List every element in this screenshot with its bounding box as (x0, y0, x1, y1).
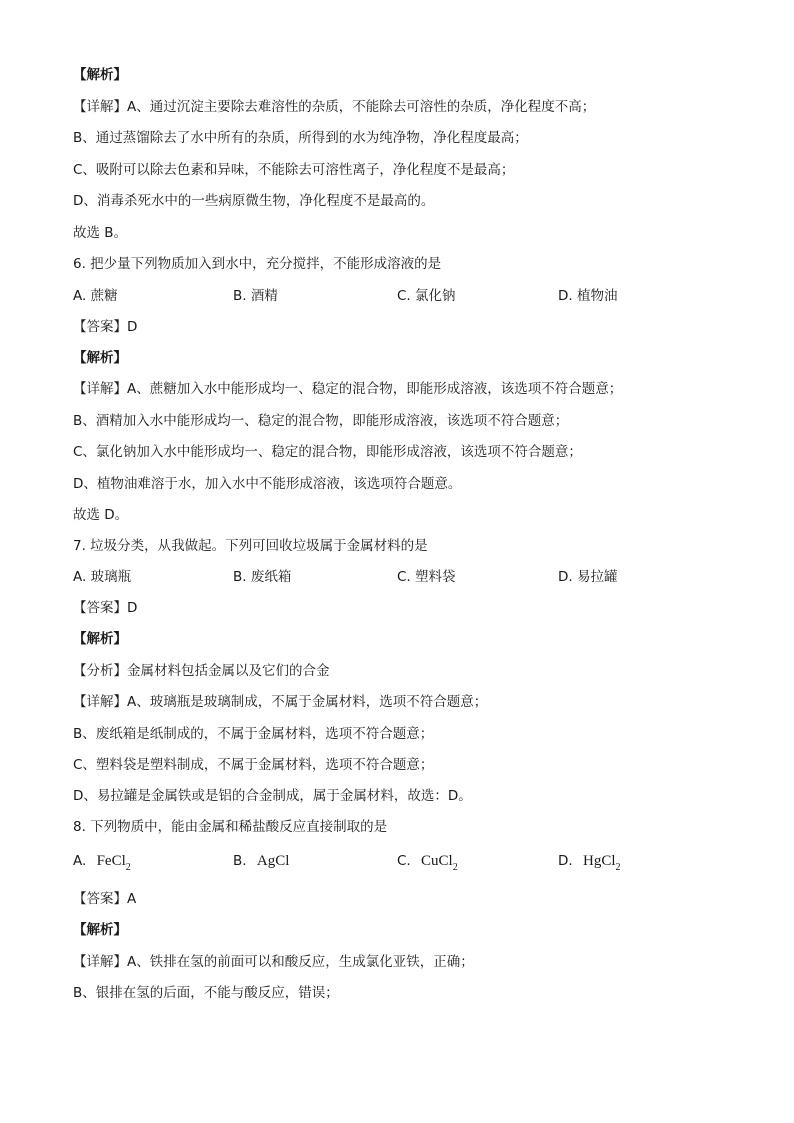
question-7-option-b: B. 废纸箱 (233, 569, 292, 585)
question-7-analysis: 【分析】金属材料包括金属以及它们的合金 (73, 663, 330, 679)
question-6-explanation-c: C、氯化钠加入水中能形成均一、稳定的混合物，即能形成溶液，该选项不符合题意； (73, 444, 582, 460)
question-8-option-d (558, 852, 621, 872)
question-6-choose: 故选 D。 (73, 507, 129, 523)
question-6-explanation-d: D、植物油难溶于水，加入水中不能形成溶液，该选项符合题意。 (73, 476, 462, 492)
question-7-answer: 【答案】D (73, 600, 138, 616)
question-6-option-b: B. 酒精 (233, 288, 278, 304)
formula-subscript: 2 (125, 862, 131, 873)
question-7-explanation-d: D、易拉罐是金属铁或是铝的合金制成，属于金属材料，故选：D。 (73, 788, 472, 804)
question-6-detail: 【详解】A、蔗糖加入水中能形成均一、稳定的混合物，即能形成溶液，该选项不符合题意； (73, 381, 623, 397)
analysis-heading: 【解析】 (73, 67, 127, 83)
question-8-explanation-b: B、银排在氢的后面，不能与酸反应，错误； (73, 985, 339, 1001)
chemical-formula: CuCl (421, 853, 453, 869)
question-7-analysis-heading: 【解析】 (73, 631, 127, 647)
question-7-explanation-c: C、塑料袋是塑料制成，不属于金属材料，选项不符合题意； (73, 757, 434, 773)
question-8-option-a (73, 852, 131, 872)
chemical-formula: FeCl (96, 853, 126, 869)
detail-line: 【详解】A、通过沉淀主要除去难溶性的杂质，不能除去可溶性的杂质，净化程度不高； (73, 99, 596, 115)
formula-subscript: 2 (452, 862, 458, 873)
question-7-stem: 7. 垃圾分类，从我做起。下列可回收垃圾属于金属材料的是 (73, 538, 428, 554)
choose-line: 故选 B。 (73, 225, 128, 241)
question-6-explanation-b: B、酒精加入水中能形成均一、稳定的混合物，即能形成溶液，该选项不符合题意； (73, 413, 569, 429)
explanation-line-b: B、通过蒸馏除去了水中所有的杂质，所得到的水为纯净物，净化程度最高； (73, 130, 528, 146)
explanation-line-d: D、消毒杀死水中的一些病原微生物，净化程度不是最高的。 (73, 193, 435, 209)
question-8-analysis-heading: 【解析】 (73, 922, 127, 938)
question-7-explanation-b: B、废纸箱是纸制成的，不属于金属材料，选项不符合题意； (73, 726, 434, 742)
question-8-detail: 【详解】A、铁排在氢的前面可以和酸反应，生成氯化亚铁，正确； (73, 954, 474, 970)
question-6-option-d: D. 植物油 (558, 288, 618, 304)
question-7-detail: 【详解】A、玻璃瓶是玻璃制成，不属于金属材料，选项不符合题意； (73, 694, 488, 710)
explanation-line-c: C、吸附可以除去色素和异味，不能除去可溶性离子，净化程度不是最高； (73, 162, 515, 178)
question-6-stem: 6. 把少量下列物质加入到水中，充分搅拌，不能形成溶液的是 (73, 256, 442, 272)
option-letter: D. (558, 853, 573, 869)
formula-subscript: 2 (615, 862, 621, 873)
question-8-stem: 8. 下列物质中，能由金属和稀盐酸反应直接制取的是 (73, 819, 388, 835)
question-6-option-c: C. 氯化钠 (397, 288, 456, 304)
question-6-analysis-heading: 【解析】 (73, 350, 127, 366)
question-6-option-a: A. 蔗糖 (73, 288, 118, 304)
question-7-option-a: A. 玻璃瓶 (73, 569, 132, 585)
chemical-formula: HgCl (582, 853, 616, 869)
question-8-option-b (233, 852, 289, 870)
question-7-option-c: C. 塑料袋 (397, 569, 456, 585)
question-7-option-d: D. 易拉罐 (558, 569, 618, 585)
option-letter: C. (397, 853, 411, 869)
question-6-answer: 【答案】D (73, 319, 138, 335)
chemical-formula: AgCl (256, 853, 290, 869)
option-letter: B. (233, 853, 247, 869)
option-letter: A. (73, 853, 87, 869)
question-8-option-c (397, 852, 458, 872)
question-8-answer: 【答案】A (73, 891, 137, 907)
